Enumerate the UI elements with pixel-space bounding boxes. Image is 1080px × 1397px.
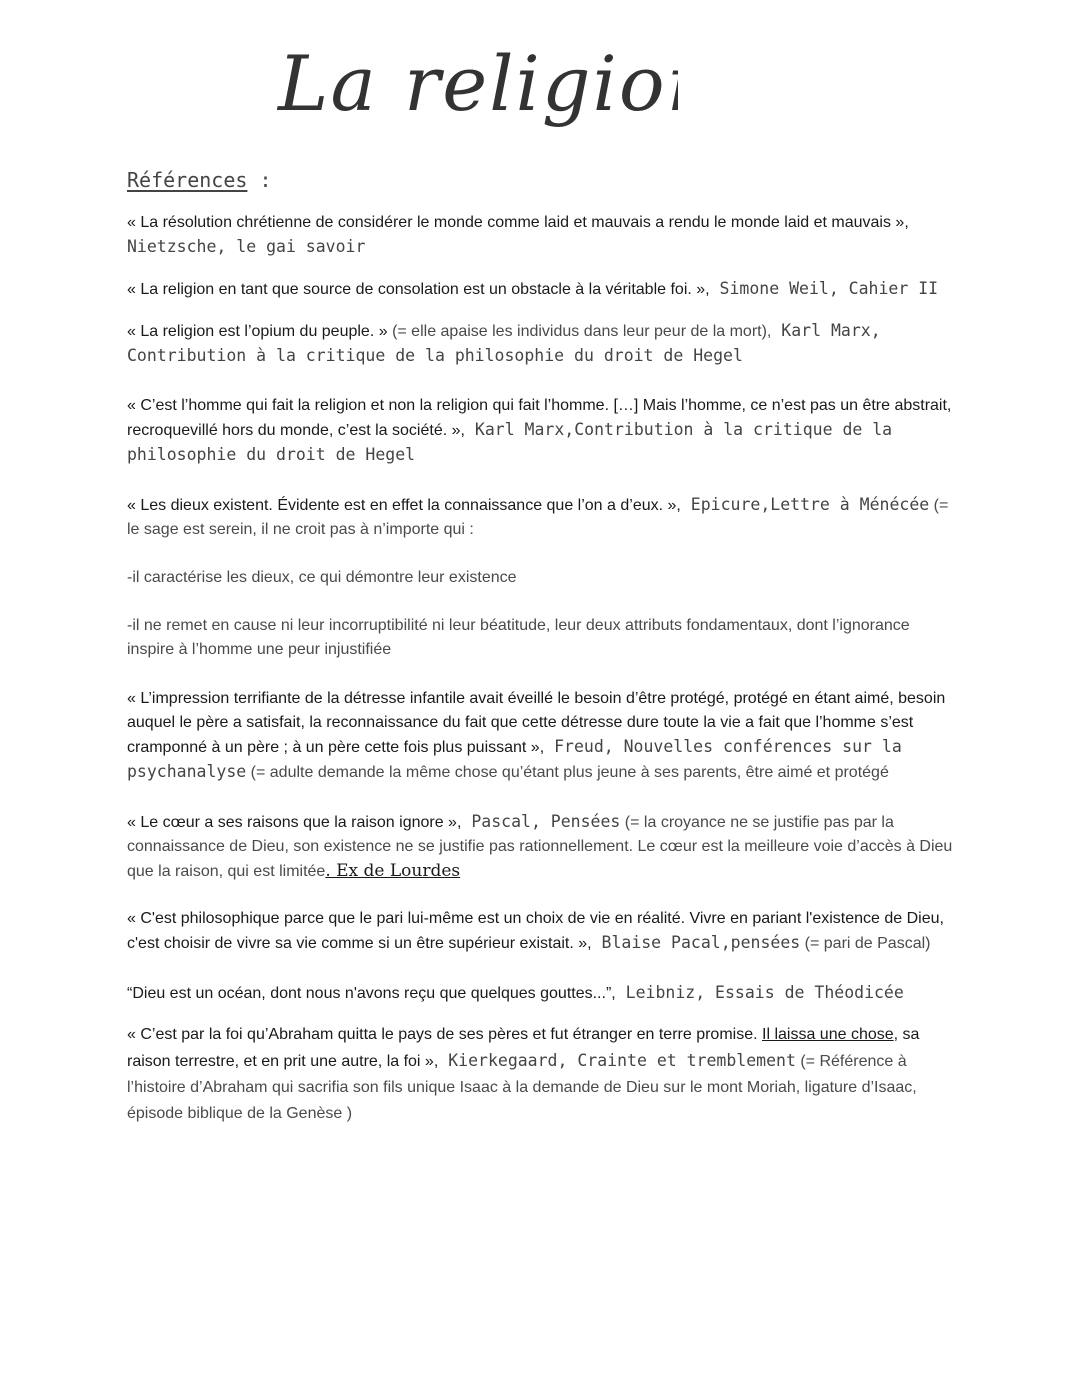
quote-marx-opium: « La religion est l’opium du peuple. » (= elle apaise les individus dans leur peur de la mort), Karl Marx, Contribution à la critique de la philosophie du droit de Hegel [127,321,881,365]
title-text: La religion [278,39,678,128]
quote-pari: « C'est philosophique parce que le pari lui-même est un choix de vie en réalité. Vivre en pariant l'existence de Dieu, c'est choisir de vivre sa vie comme si un être supérieur existait. », Blaise Pacal,pensées (= pari de Pascal) [127,910,944,952]
references-heading: Références : [127,168,272,192]
epicure-point-1: -il caractérise les dieux, ce qui démontre leur existence [127,569,517,586]
quote-marx-homme: « C’est l’homme qui fait la religion et non la religion qui fait l’homme. […] Mais l’homme, ce n’est pas un être abstrait, recroquevillé hors du monde, c’est la société. », Karl Marx,Contribution à la critique de la philosophie du droit de Hegel [127,397,952,464]
quote-freud: « L’impression terrifiante de la détresse infantile avait éveillé le besoin d’être protégé, protégé en étant aimé, besoin auquel le père a satisfait, la reconnaissance du fait que cette détresse dure toute la vie a fait que l’homme s’est cramponné à un père ; à un père cette fois plus puissant », Freud, Nouvelles conférences sur la psychanalyse (= adulte demande la même chose qu’étant plus jeune à ses parents, être aimé et protégé [127,690,946,781]
quote-weil: « La religion en tant que source de consolation est un obstacle à la véritable foi. », Simone Weil, Cahier II [127,279,939,298]
quote-pascal: « Le cœur a ses raisons que la raison ignore », Pascal, Pensées (= la croyance ne se justifie pas par la connaissance de Dieu, son existence ne se justifie pas rationnellement. Le cœur est la meilleure voie d’accès à Dieu que la raison, qui est limitée. Ex de Lourdes [127,812,953,881]
quote-leibniz: “Dieu est un océan, dont nous n'avons reçu que quelques gouttes...”, Leibniz, Essais de Théodicée [127,983,904,1002]
references-label: Références [127,168,248,192]
quote-nietzsche: « La résolution chrétienne de considérer le monde comme laid et mauvais a rendu le monde laid et mauvais », Nietzsche, le gai savoir [127,214,909,256]
references-list [127,210,957,1127]
quote-epicure: « Les dieux existent. Évidente est en effet la connaissance que l’on a d’eux. », Epicure,Lettre à Ménécée (= le sage est serein, il ne croit pas à n’importe qui : [127,495,949,538]
quote-kierkegaard: « C’est par la foi qu’Abraham quitta le pays de ses pères et fut étranger en terre promise. Il laissa une chose, sa raison terrestre, et en prit une autre, la foi », Kierkegaard, Crainte et tremblement (= Référence à l’histoire d’Abraham qui sacrifia son fils unique Isaac à la demande de Dieu sur le mont Moriah, ligature d’Isaac, épisode biblique de la Genèse ) [127,1026,920,1122]
ex-lourdes: . Ex de Lourdes [325,861,461,881]
page-title [268,22,678,152]
handwritten-title [268,22,678,152]
epicure-point-2: -il ne remet en cause ni leur incorruptibilité ni leur béatitude, leur deux attributs fondamentaux, dont l’ignorance inspire à l’homme une peur injustifiée [127,617,910,658]
